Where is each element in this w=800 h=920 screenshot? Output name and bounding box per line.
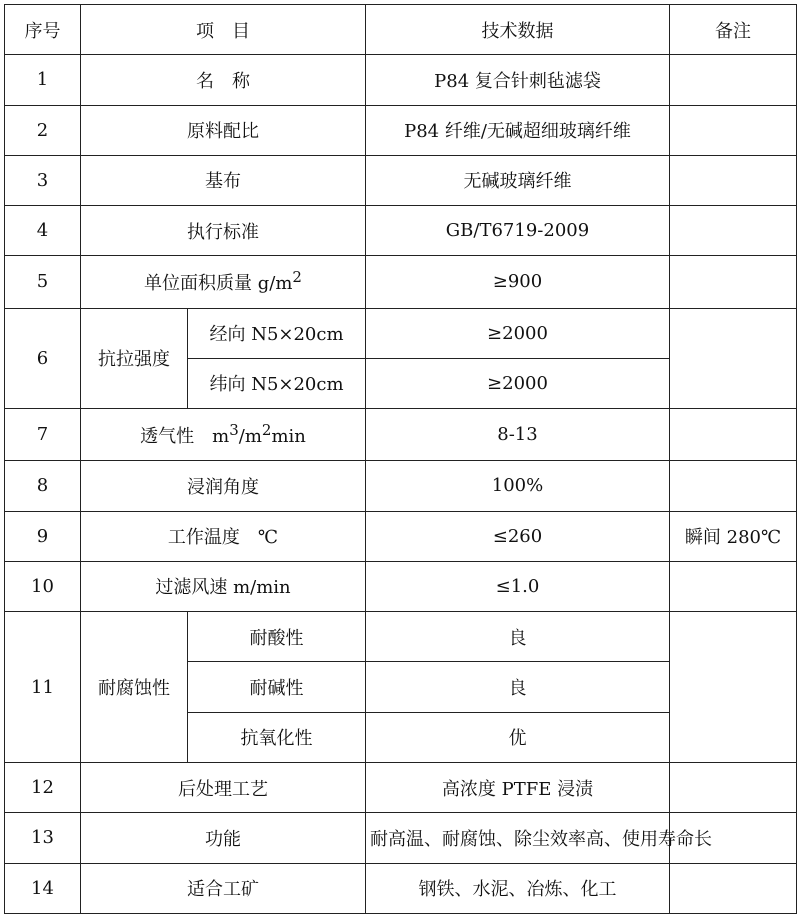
- sub-item: 耐碱性: [188, 662, 366, 712]
- table-row: [5, 863, 797, 914]
- table-row: [5, 461, 797, 511]
- item-text: 透气性 m: [140, 426, 230, 448]
- row-no: 1: [5, 55, 81, 105]
- item-text: /m: [238, 426, 262, 448]
- row-value: 优: [366, 712, 670, 762]
- header-item: 项 目: [81, 5, 366, 55]
- row-value: 100%: [366, 461, 670, 511]
- row-no: 9: [5, 511, 81, 561]
- row-no: 8: [5, 461, 81, 511]
- table-row: [5, 561, 797, 611]
- row-value: ≥900: [366, 256, 670, 308]
- row-note: [670, 561, 797, 611]
- row-note: [670, 762, 797, 812]
- row-no: 13: [5, 813, 81, 863]
- row-item: 功能: [81, 813, 366, 863]
- header-data: 技术数据: [366, 5, 670, 55]
- row-value: P84 纤维/无碱超细玻璃纤维: [366, 105, 670, 155]
- table-row: [5, 206, 797, 256]
- row-item: 基布: [81, 155, 366, 205]
- row-note: [670, 55, 797, 105]
- table-row: [5, 813, 797, 863]
- row-note: [670, 256, 797, 308]
- row-note: [670, 863, 797, 914]
- sub-item: 纬向 N5×20cm: [188, 358, 366, 408]
- row-no: 5: [5, 256, 81, 308]
- item-text: min: [271, 426, 306, 448]
- row-value: GB/T6719-2009: [366, 206, 670, 256]
- row-item: 名 称: [81, 55, 366, 105]
- item-superscript: 2: [261, 421, 272, 440]
- row-no: 11: [5, 612, 81, 763]
- row-note: [670, 461, 797, 511]
- header-no: 序号: [5, 5, 81, 55]
- row-value: P84 复合针刺毡滤袋: [366, 55, 670, 105]
- row-value: 良: [366, 662, 670, 712]
- row-value: 无碱玻璃纤维: [366, 155, 670, 205]
- row-value: ≤1.0: [366, 561, 670, 611]
- table-row: [5, 155, 797, 205]
- row-note: [670, 308, 797, 409]
- table-row: [5, 256, 797, 308]
- row-value: ≤260: [366, 511, 670, 561]
- row-item: 浸润角度: [81, 461, 366, 511]
- row-note: [670, 612, 797, 763]
- row-no: 14: [5, 863, 81, 914]
- row-item: [81, 256, 366, 308]
- row-no: 4: [5, 206, 81, 256]
- spec-table: [4, 4, 797, 914]
- row-item: [81, 409, 366, 461]
- header-row: [5, 5, 797, 55]
- row-value: 8-13: [366, 409, 670, 461]
- row-value: ≥2000: [366, 308, 670, 358]
- table-row: [5, 511, 797, 561]
- sub-item: 耐酸性: [188, 612, 366, 662]
- item-superscript: 2: [292, 268, 302, 287]
- row-group: 耐腐蚀性: [81, 612, 188, 763]
- row-no: 2: [5, 105, 81, 155]
- row-note: 瞬间 280℃: [670, 511, 797, 561]
- row-note: [670, 206, 797, 256]
- row-no: 6: [5, 308, 81, 409]
- row-note: [670, 105, 797, 155]
- sub-item: 经向 N5×20cm: [188, 308, 366, 358]
- table-row: [5, 409, 797, 461]
- row-note: [670, 409, 797, 461]
- row-value: 高浓度 PTFE 浸渍: [366, 762, 670, 812]
- table-row: [5, 105, 797, 155]
- row-item: 工作温度 ℃: [81, 511, 366, 561]
- row-no: 7: [5, 409, 81, 461]
- row-item: 适合工矿: [81, 863, 366, 914]
- row-value: 钢铁、水泥、冶炼、化工: [366, 863, 670, 914]
- row-item: 后处理工艺: [81, 762, 366, 812]
- item-superscript: 3: [229, 421, 239, 440]
- row-value: 良: [366, 612, 670, 662]
- row-note: [670, 155, 797, 205]
- row-item: 执行标准: [81, 206, 366, 256]
- row-value: 耐高温、耐腐蚀、除尘效率高、使用寿命长: [366, 813, 670, 863]
- row-no: 3: [5, 155, 81, 205]
- header-note: 备注: [670, 5, 797, 55]
- row-no: 10: [5, 561, 81, 611]
- row-item: 原料配比: [81, 105, 366, 155]
- table-row: [5, 612, 797, 662]
- row-value: ≥2000: [366, 358, 670, 408]
- row-item: 过滤风速 m/min: [81, 561, 366, 611]
- table-row: [5, 762, 797, 812]
- table-row: [5, 308, 797, 358]
- sub-item: 抗氧化性: [188, 712, 366, 762]
- row-group: 抗拉强度: [81, 308, 188, 409]
- item-text: 单位面积质量 g/m: [144, 273, 293, 295]
- row-no: 12: [5, 762, 81, 812]
- table-row: [5, 55, 797, 105]
